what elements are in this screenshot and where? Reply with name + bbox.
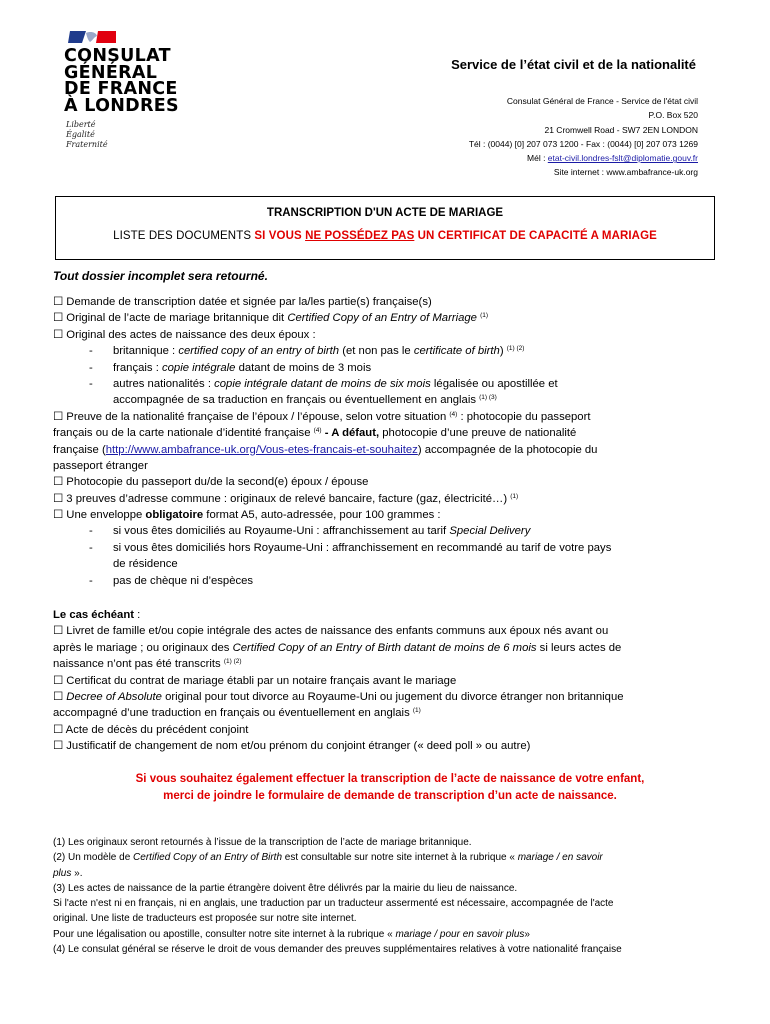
email-link[interactable]: etat-civil.londres-fslt@diplomatie.gouv.fr (547, 153, 698, 164)
list-item: ☐ Demande de transcription datée et signée par la/les partie(s) française(s) (53, 296, 432, 308)
list-item: ☐ Justificatif de changement de nom et/ou prénom du conjoint étranger (« deed poll » ou autre) (53, 740, 531, 753)
list-item: accompagnée de sa traduction en français ou éventuellement en anglais $^{(1) (3)}$ (113, 394, 497, 407)
list-item: français ou de la carte nationale d’identité française $^{(4)}$ - A défaut, photocopie d’une preuve de nationalité (53, 427, 577, 440)
address-block: Consulat Général de France - Service de l'état civil P.O. Box 520 21 Cromwell Road - SW7 2EN LONDON Tél : (0044) [0] 207 073 1200 - Fax : (0044) [0] 207 073 1269 Mél : etat-civil.londres-fslt@diplomatie.gouv.fr Site internet : www.ambafrance-uk.org (468, 96, 698, 178)
footnote-1: (1) Les originaux seront retournés à l’issue de la transcription de l’acte de mariage britannique. (53, 837, 472, 848)
republic-motto: Liberté Égalité Fraternité (66, 120, 108, 149)
footnote-4: (4) Le consulat général se réserve le droit de vous demander des preuves supplémentaires relatives à votre nationalité française (53, 944, 622, 956)
list-item: ☐ Acte de décès du précédent conjoint (53, 723, 249, 736)
footnote-2: (2) Un modèle de Certified Copy of an Entry of Birth est consultable sur notre site internet à la rubrique « mariage / en savoir (53, 852, 603, 864)
list-item: - autres nationalités : copie intégrale datant de moins de six mois légalisée ou apostillée et (89, 377, 558, 390)
list-item: ☐ Livret de famille et/ou copie intégrale des actes de naissance des enfants communs aux époux nés avant ou (53, 625, 609, 638)
list-item: - si vous êtes domiciliés hors Royaume-Uni : affranchissement en recommandé au tarif de votre pays (89, 541, 612, 554)
birth-transcription-note: Si vous souhaitez également effectuer la transcription de l’acte de naissance de votre enfant, merci de joindre le formulaire de demande de transcription d’un acte de naissance. (135, 773, 645, 802)
consulate-logo-text: CONSULAT GÉNÉRAL DE FRANCE À LONDRES (64, 46, 179, 116)
marianne-flag-logo (66, 30, 118, 44)
list-item: passeport étranger (53, 459, 148, 472)
list-item: ☐ Certificat du contrat de mariage établi par un notaire français avant le mariage (53, 674, 457, 687)
list-item: ☐ Photocopie du passeport du/de la second(e) époux / épouse (53, 476, 369, 489)
list-item: - pas de chèque ni d’espèces (89, 574, 254, 587)
list-item: de résidence (113, 558, 178, 571)
list-item: après le mariage ; ou originaux des Certified Copy of an Entry of Birth datant de moins de 6 mois si leurs actes de (53, 641, 622, 654)
footnote-3: (3) Les actes de naissance de la partie étrangère doivent être délivrés par la mairie du lieu de naissance. (53, 882, 518, 894)
list-item: ☐ Decree of Absolute original pour tout divorce au Royaume-Uni ou jugement du divorce étranger non britannique (53, 690, 624, 703)
optional-documents-list (53, 607, 721, 755)
list-item: naissance n’ont pas été transcrits $^{(1) (2)}$ (53, 658, 242, 671)
incomplete-warning: Tout dossier incomplet sera retourné. (53, 269, 268, 283)
footnotes: (1) Les originaux seront retournés à l’issue de la transcription de l’acte de mariage britannique. (2) Un modèle de Certified Copy of an Entry of Birth est consultable sur notre site internet à la rubrique « mariage / en savoir plus ». (3) Les actes de naissance de la partie étrangère doivent être délivrés par la mairie du lieu de naissance. Si l'acte n'est ni en français, ni en anglais, une traduction par un traducteur assermenté est nécessaire, accompagnée de l'acte original. Une liste de traducteurs est proposée sur notre site internet. Pour une légalisation ou apostille, consulter notre site internet à la rubrique « mariage / pour en savoir plus» (4) Le consulat général se réserve le droit de vous demander des preuves supplémentaires relatives à votre nationalité française (53, 835, 729, 957)
list-item: ☐ Original de l’acte de mariage britannique dit Certified Copy of an Entry of Marriage $^{(1)}$ (53, 312, 489, 325)
service-title: Service de l’état civil et de la nationalité (451, 57, 696, 72)
list-item: ☐ Preuve de la nationalité française de l’époux / l’épouse, selon votre situation $^{(4)}$ : photocopie du passeport (53, 410, 591, 423)
required-documents-list (53, 294, 721, 589)
section-heading: Le cas échéant : (53, 609, 141, 621)
list-item: - britannique : certified copy of an entry of birth (et non pas le certificate of birth) $^{(1) (2)}$ (89, 345, 525, 358)
list-item: française (http://www.ambafrance-uk.org/Vous-etes-francais-et-souhaitez) accompagnée de la photocopie du (53, 443, 598, 456)
list-item: ☐ 3 preuves d’adresse commune : originaux de relevé bancaire, facture (gaz, électricité…) $^{(1)}$ (53, 492, 519, 505)
list-item: ☐ Une enveloppe obligatoire format A5, auto-adressée, pour 100 grammes : (53, 509, 441, 522)
document-subtitle: LISTE DES DOCUMENTS SI VOUS NE POSSÉDEZ PAS UN CERTIFICAT DE CAPACITÉ A MARIAGE (113, 230, 657, 242)
list-item: ☐ Original des actes de naissance des deux époux : (53, 328, 316, 341)
list-item: - français : copie intégrale datant de moins de 3 mois (89, 361, 372, 374)
website-text: www.ambafrance-uk.org (606, 167, 698, 178)
nationality-link[interactable]: http://www.ambafrance-uk.org/Vous-etes-francais-et-souhaitez (105, 443, 418, 456)
list-item: accompagné d’une traduction en français ou éventuellement en anglais $^{(1)}$ (53, 707, 421, 720)
title-box (55, 196, 715, 260)
list-item: - si vous êtes domiciliés au Royaume-Uni : affranchissement au tarif Special Delivery (89, 525, 531, 538)
document-title: TRANSCRIPTION D'UN ACTE DE MARIAGE (266, 207, 504, 219)
